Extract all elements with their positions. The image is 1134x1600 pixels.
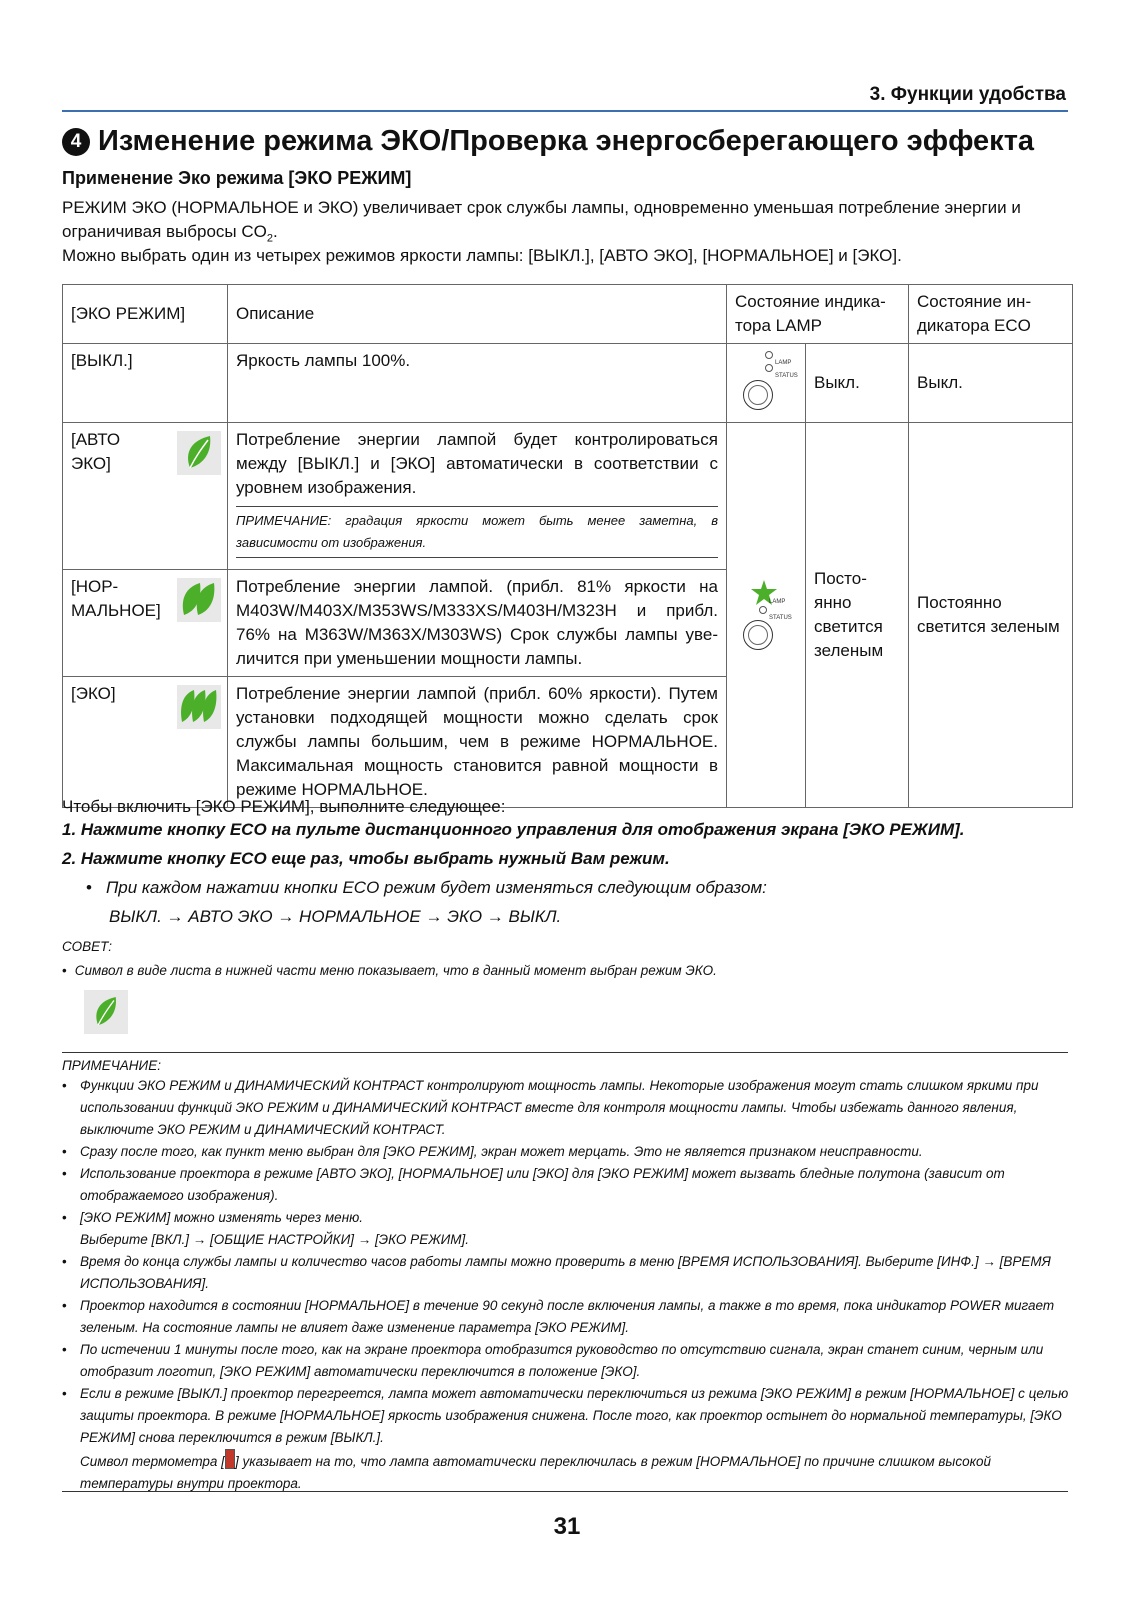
eco-state-lit: Постоянно светится зеленым bbox=[909, 423, 1073, 808]
mode-auto-eco: [АВТО ЭКО] bbox=[71, 430, 121, 473]
tip-item: • Символ в виде листа в нижней части меню показывает, что в данный момент выбран режим ЭКО. bbox=[62, 963, 717, 978]
header-lamp-indicator: Состояние индика-тора LAMP bbox=[727, 285, 909, 344]
mode-eco: [ЭКО] bbox=[71, 684, 116, 703]
list-item: • По истечении 1 минуты после того, как на экране проектора отобразится руководство по отсутствию сигнала, экран станет синим, черным или отобразит логотип, [ЭКО РЕЖИМ] автоматически переключится в положение [ЭКО]. bbox=[62, 1339, 1072, 1383]
table-row-auto-eco bbox=[63, 423, 1073, 570]
header-eco-mode: [ЭКО РЕЖИМ] bbox=[63, 285, 228, 344]
header-description: Описание bbox=[228, 285, 727, 344]
co2-subscript: 2 bbox=[266, 232, 273, 245]
lamp-led-label: LAMP bbox=[769, 599, 786, 605]
list-item-text: • Если в режиме [ВЫКЛ.] проектор перегреется, лампа может автоматически переключиться из режима [ЭКО РЕЖИМ] в режим [НОРМАЛЬНОЕ] с целью защиты проектора. В режиме [НОРМАЛЬНОЕ] яркость изображения снижена. После того, как проектор остынет до нормальной температуры, [ЭКО РЕЖИМ] снова переключится в режим [ВЫКЛ.]. bbox=[80, 1386, 1069, 1445]
thermo-text-after: ] указывает на то, что лампа автоматически переключилась в режим [НОРМАЛЬНОЕ] по причине слишком высокой температуры внутри проектора. bbox=[80, 1454, 992, 1491]
tip-text: Символ в виде листа в нижней части меню показывает, что в данный момент выбран режим ЭКО. bbox=[74, 963, 717, 978]
page-title-text: Изменение режима ЭКО/Проверка энергосберегающего эффекта bbox=[98, 125, 1035, 157]
subsection-title: Применение Эко режима [ЭКО РЕЖИМ] bbox=[62, 168, 412, 188]
table-header-row bbox=[63, 285, 1073, 344]
notes-list bbox=[62, 1075, 1072, 1495]
step-bullet-text: При каждом нажатии кнопки ECO режим будет изменяться следующим образом: bbox=[105, 878, 767, 897]
page-title bbox=[62, 125, 1034, 158]
list-item bbox=[62, 1383, 1072, 1495]
mode-eco-cell bbox=[63, 677, 228, 808]
thermometer-icon bbox=[225, 1449, 235, 1469]
mode-off: [ВЫКЛ.] bbox=[63, 344, 228, 423]
section-heading: 3. Функции удобства bbox=[869, 84, 1066, 105]
mode-normal-cell bbox=[63, 570, 228, 677]
intro-line1-end: . bbox=[273, 222, 278, 241]
desc-auto-eco: Потребление энергии лампой будет контролироваться между [ВЫКЛ.] и [ЭКО] автоматически в соответствии с уровнем изображения. bbox=[236, 430, 718, 497]
mode-auto-eco-cell bbox=[63, 423, 228, 570]
desc-off: Яркость лампы 100%. bbox=[228, 344, 727, 423]
eco-mode-table bbox=[62, 284, 1073, 808]
notes-heading: ПРИМЕЧАНИЕ: bbox=[62, 1058, 161, 1073]
tip-heading: СОВЕТ: bbox=[62, 939, 112, 954]
status-led-icon bbox=[765, 364, 773, 372]
mode-sequence: ВЫКЛ. → АВТО ЭКО → НОРМАЛЬНОЕ → ЭКО → ВЫКЛ. bbox=[109, 907, 562, 926]
lamp-led-icon bbox=[765, 351, 773, 359]
thermometer-note bbox=[80, 1449, 1072, 1495]
list-item-text: • [ЭКО РЕЖИМ] можно изменять через меню. bbox=[80, 1210, 364, 1225]
list-item: • Сразу после того, как пункт меню выбран для [ЭКО РЕЖИМ], экран может мерцать. Это не является признаком неисправности. bbox=[62, 1141, 1072, 1163]
status-led-icon bbox=[759, 606, 767, 614]
desc-normal: Потребление энергии лампой. (прибл. 81% яркости на M403W/M403X/M353WS/M333XS/M403H/M323H и прибл. 76% на M363W/M363X/M303WS) Срок службы лампы уве-личится при уменьшении мощности лампы. bbox=[228, 570, 727, 677]
step-2: 2. Нажмите кнопку ECO еще раз, чтобы выбрать нужный Вам режим. bbox=[62, 849, 670, 868]
notes-top-rule bbox=[62, 1052, 1068, 1053]
eco-state-off: Выкл. bbox=[909, 344, 1073, 423]
intro-line1: РЕЖИМ ЭКО (НОРМАЛЬНОЕ и ЭКО) увеличивает срок службы лампы, одновременно уменьшая потребление энергии и ограничивая выбросы CO bbox=[62, 198, 1021, 241]
list-item: • Функции ЭКО РЕЖИМ и ДИНАМИЧЕСКИЙ КОНТРАСТ контролируют мощность лампы. Некоторые изображения могут стать слишком яркими при использовании функций ЭКО РЕЖИМ и ДИНАМИЧЕСКИЙ КОНТРАСТ вместе для контроля мощности лампы. Чтобы избежать данного явления, выключите ЭКО РЕЖИМ и ДИНАМИЧЕСКИЙ КОНТРАСТ. bbox=[62, 1075, 1072, 1141]
triple-leaf-icon bbox=[177, 685, 221, 729]
mode-normal: [НОР-МАЛЬНОЕ] bbox=[71, 577, 161, 620]
tip-leaf-icon bbox=[84, 990, 128, 1034]
indicator-lit-cell bbox=[727, 423, 806, 808]
desc-eco: Потребление энергии лампой (прибл. 60% яркости). Путем установки подходящей мощности можно сделать срок службы лампы большим, чем в режиме НОРМАЛЬНОЕ. Максимальная мощность становится равной мощности в режиме НОРМАЛЬНОЕ. bbox=[228, 677, 727, 808]
thermo-text-before: Символ термометра [ bbox=[80, 1454, 225, 1469]
menu-path: Выберите [ВКЛ.] → [ОБЩИЕ НАСТРОЙКИ] → [ЭКО РЕЖИМ]. bbox=[80, 1232, 469, 1247]
power-button-icon bbox=[743, 380, 773, 410]
lamp-state-off: Выкл. bbox=[806, 344, 909, 423]
indicator-panel-off bbox=[735, 348, 797, 418]
list-item: • Проектор находится в состоянии [НОРМАЛЬНОЕ] в течение 90 секунд после включения лампы, а также в то время, пока индикатор POWER мигает зеленым. На состояние лампы не влияет даже изменение параметра [ЭКО РЕЖИМ]. bbox=[62, 1295, 1072, 1339]
header-rule bbox=[62, 110, 1068, 112]
list-item: • Использование проектора в режиме [АВТО ЭКО], [НОРМАЛЬНОЕ] или [ЭКО] для [ЭКО РЕЖИМ] может вызвать бледные полутона (зависит от отображаемого изображения). bbox=[62, 1163, 1072, 1207]
step-1: 1. Нажмите кнопку ECO на пульте дистанционного управления для отображения экрана [ЭКО РЕЖИМ]. bbox=[62, 820, 965, 839]
instructions-lead: Чтобы включить [ЭКО РЕЖИМ], выполните следующее: bbox=[62, 797, 506, 816]
header-eco-indicator: Состояние ин-дикатора ECO bbox=[909, 285, 1073, 344]
list-item: • Время до конца службы лампы и количество часов работы лампы можно проверить в меню [ВРЕМЯ ИСПОЛЬЗОВАНИЯ]. Выберите [ИНФ.] → [ВРЕМЯ ИСПОЛЬЗОВАНИЯ]. bbox=[62, 1251, 1072, 1295]
table-row-off bbox=[63, 344, 1073, 423]
indicator-off-cell bbox=[727, 344, 806, 423]
power-button-icon bbox=[743, 620, 773, 650]
status-led-label: STATUS bbox=[769, 615, 792, 621]
page-number: 31 bbox=[553, 1513, 581, 1540]
single-leaf-icon bbox=[177, 431, 221, 475]
desc-auto-eco-cell bbox=[228, 423, 727, 570]
intro-paragraph bbox=[62, 196, 1072, 250]
list-item bbox=[62, 1207, 1072, 1251]
footer-rule bbox=[62, 1491, 1068, 1492]
section-number-badge: 4 bbox=[62, 128, 90, 156]
indicator-panel-lit bbox=[735, 580, 797, 650]
auto-eco-note: ПРИМЕЧАНИЕ: градация яркости может быть менее заметна, в зависимости от изображения. bbox=[236, 506, 718, 558]
lamp-led-label: LAMP bbox=[775, 360, 792, 366]
intro-line2: Можно выбрать один из четырех режимов яркости лампы: [ВЫКЛ.], [АВТО ЭКО], [НОРМАЛЬНОЕ] и [ЭКО]. bbox=[62, 246, 902, 265]
step-bullet: • При каждом нажатии кнопки ECO режим будет изменяться следующим образом: bbox=[86, 878, 767, 897]
status-led-label: STATUS bbox=[775, 373, 798, 379]
double-leaf-icon bbox=[177, 578, 221, 622]
lamp-state-lit: Посто-янно светится зеленым bbox=[806, 423, 909, 808]
